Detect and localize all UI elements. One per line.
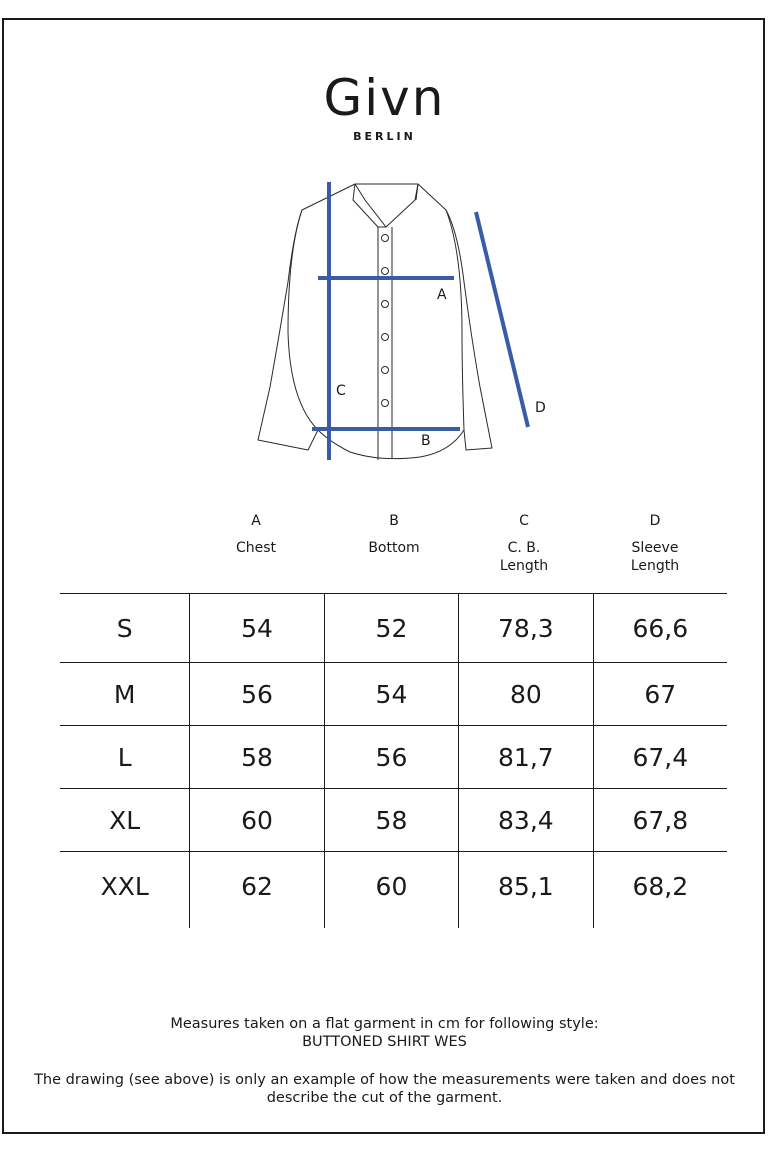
size-cell: XXL xyxy=(60,852,190,929)
value-cell: 67,4 xyxy=(593,726,727,789)
column-name: Chest xyxy=(235,540,277,556)
column-letter: C xyxy=(519,513,529,529)
value-cell: 83,4 xyxy=(459,789,593,852)
column-name: Sleeve Length xyxy=(630,540,680,574)
measurement-lines xyxy=(312,182,528,460)
column-name: Bottom xyxy=(368,540,420,556)
brand-logo: Givn xyxy=(323,69,446,127)
disclaimer-note: The drawing (see above) is only an example of how the measurements were taken and does not describe the cut of the garment. xyxy=(34,1072,735,1106)
column-letter: A xyxy=(251,513,261,529)
table-row xyxy=(60,852,727,929)
measure-note-line: Measures taken on a flat garment in cm for following style: xyxy=(170,1016,599,1032)
value-cell: 54 xyxy=(324,663,458,726)
value-cell: 52 xyxy=(324,594,458,663)
value-cell: 81,7 xyxy=(459,726,593,789)
shirt-measurement-diagram xyxy=(240,172,560,472)
column-letter: D xyxy=(649,513,661,529)
table-row xyxy=(60,789,727,852)
size-cell: XL xyxy=(60,789,190,852)
size-cell: L xyxy=(60,726,190,789)
column-header-b xyxy=(329,512,459,557)
measure-note xyxy=(20,1015,749,1051)
column-header-d xyxy=(590,512,720,575)
table-row xyxy=(60,726,727,789)
size-chart-table xyxy=(60,593,727,928)
table-row xyxy=(60,663,727,726)
column-letter: B xyxy=(389,513,399,529)
value-cell: 60 xyxy=(324,852,458,929)
value-cell: 66,6 xyxy=(593,594,727,663)
value-cell: 58 xyxy=(324,789,458,852)
value-cell: 56 xyxy=(190,663,324,726)
value-cell: 78,3 xyxy=(459,594,593,663)
value-cell: 58 xyxy=(190,726,324,789)
shirt-outline xyxy=(258,184,492,460)
diagram-label-c: C xyxy=(336,383,346,399)
diagram-label-a: A xyxy=(437,287,447,303)
size-cell: S xyxy=(60,594,190,663)
value-cell: 68,2 xyxy=(593,852,727,929)
size-cell: M xyxy=(60,663,190,726)
value-cell: 54 xyxy=(190,594,324,663)
value-cell: 80 xyxy=(459,663,593,726)
brand-city: BERLIN xyxy=(353,130,416,143)
measure-line-d xyxy=(476,212,528,427)
diagram-label-b: B xyxy=(421,433,431,449)
column-header-a xyxy=(191,512,321,557)
table-row xyxy=(60,594,727,663)
diagram-label-d: D xyxy=(535,400,546,416)
value-cell: 67 xyxy=(593,663,727,726)
value-cell: 85,1 xyxy=(459,852,593,929)
column-header-c xyxy=(459,512,589,575)
column-name: C. B. Length xyxy=(499,540,549,574)
value-cell: 67,8 xyxy=(593,789,727,852)
style-name: BUTTONED SHIRT WES xyxy=(302,1034,467,1050)
value-cell: 62 xyxy=(190,852,324,929)
value-cell: 56 xyxy=(324,726,458,789)
value-cell: 60 xyxy=(190,789,324,852)
